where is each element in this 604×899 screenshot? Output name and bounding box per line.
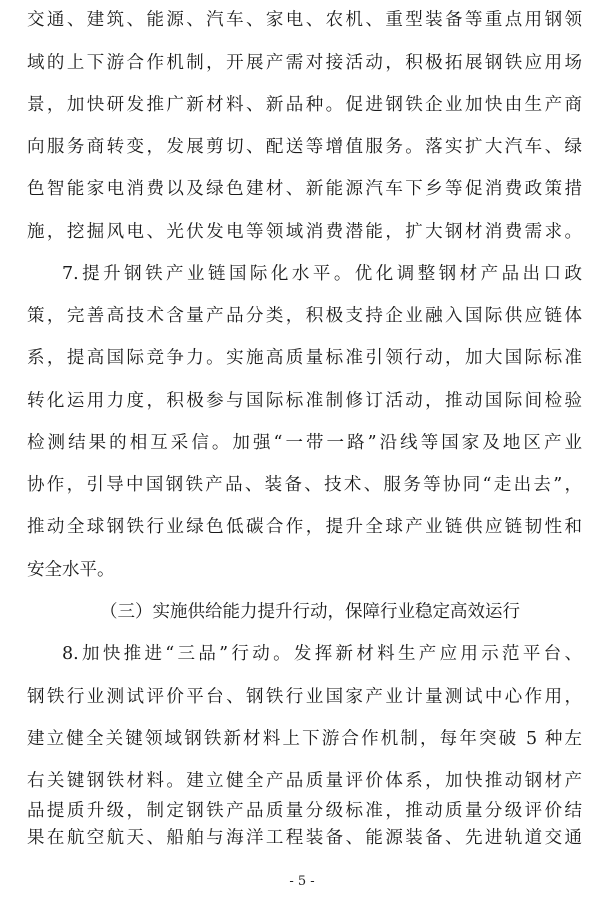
paragraph-line: 系，提高国际竞争力。实施高质量标准引领行动，加大国际标准	[27, 348, 582, 368]
paragraph-line: 施，挖掘风电、光伏发电等领域消费潜能，扩大钢材消费需求。	[27, 222, 582, 242]
section-heading: （三）实施供给能力提升行动，保障行业稳定高效运行	[100, 602, 520, 622]
paragraph-line: 向服务商转变，发展剪切、配送等增值服务。落实扩大汽车、绿	[27, 137, 582, 157]
paragraph-line: 建立健全关键领域钢铁新材料上下游合作机制，每年突破 5 种左	[27, 729, 582, 749]
paragraph-line: 检测结果的相互采信。加强“一带一路”沿线等国家及地区产业	[27, 433, 582, 453]
paragraph-line: 协作，引导中国钢铁产品、装备、技术、服务等协同“走出去”，	[27, 475, 582, 495]
paragraph-line: 右关键钢铁材料。建立健全产品质量评价体系，加快推动钢材产	[27, 771, 582, 791]
paragraph-line: 7.提升钢铁产业链国际化水平。优化调整钢材产品出口政	[62, 264, 582, 284]
paragraph-line: 推动全球钢铁行业绿色低碳合作，提升全球产业链供应链韧性和	[27, 517, 582, 537]
paragraph-line: 品提质升级，制定钢铁产品质量分级标准，推动质量分级评价结	[27, 801, 582, 821]
paragraph-line: 钢铁行业测试评价平台、钢铁行业国家产业计量测试中心作用，	[27, 687, 582, 707]
paragraph-line: 色智能家电消费以及绿色建材、新能源汽车下乡等促消费政策措	[27, 179, 582, 199]
paragraph-line: 8.加快推进“三品”行动。发挥新材料生产应用示范平台、	[62, 644, 582, 664]
paragraph-line: 交通、建筑、能源、汽车、家电、农机、重型装备等重点用钢领	[27, 10, 582, 30]
paragraph-line: 策，完善高技术含量产品分类，积极支持企业融入国际供应链体	[27, 306, 582, 326]
paragraph-line: 转化运用力度，积极参与国际标准制修订活动，推动国际间检验	[27, 391, 582, 411]
paragraph-line: 安全水平。	[27, 560, 115, 580]
paragraph-line: 果在航空航天、船舶与海洋工程装备、能源装备、先进轨道交通	[27, 828, 582, 848]
paragraph-line: 景，加快研发推广新材料、新品种。促进钢铁企业加快由生产商	[27, 95, 582, 115]
paragraph-line: 域的上下游合作机制，开展产需对接活动，积极拓展钢铁应用场	[27, 53, 582, 73]
page-number: - 5 -	[289, 874, 315, 889]
